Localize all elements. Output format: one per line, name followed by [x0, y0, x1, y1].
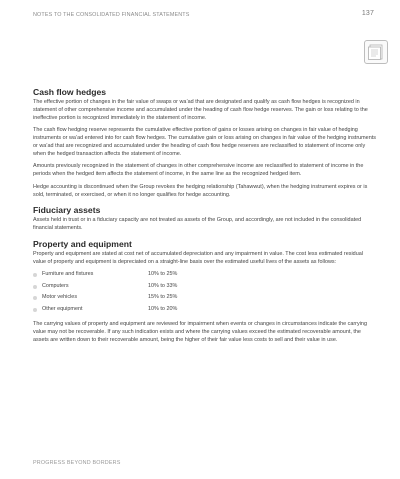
- page-content: [33, 87, 376, 350]
- list-item: [33, 294, 376, 306]
- section-fiduciary-assets: [33, 205, 376, 233]
- section-heading: Fiduciary assets: [33, 205, 101, 216]
- document-stack-icon: [364, 40, 388, 64]
- asset-name: Computers: [42, 282, 69, 289]
- list-item: [33, 306, 376, 318]
- paragraph: The cash flow hedging reserve represents the cumulative effective portion of gains or losses arising on changes in fair value of hedging instruments or wa’ad entered into for cash flow hedges. The cumulative gain or loss arising on changes in fair value of the hedging instruments or wa’ad that are recognized and accumulated under the heading of cash flow hedge reserves are reclassified to statement of income only when the hedged transaction affects the statement of income.: [33, 127, 376, 157]
- page-footer: PROGRESS BEYOND BORDERS: [33, 460, 121, 466]
- asset-name: Furniture and fixtures: [42, 271, 94, 278]
- asset-rate: 15% to 25%: [148, 294, 178, 301]
- paragraph: Amounts previously recognized in the statement of changes in other comprehensive income are reclassified to statement of income in the periods when the hedged item affects the statement of income, in the same line as the recognized hedged item.: [33, 163, 364, 177]
- page-header: [33, 12, 374, 18]
- useful-lives-list: [33, 271, 376, 317]
- paragraph: Property and equipment are stated at cost net of accumulated depreciation and any impairment in value. The cost less estimated residual value of property and equipment is depreciated on a straight-line basis over the estimated useful lives of the assets as follows:: [33, 250, 363, 265]
- paragraph: Assets held in trust or in a fiduciary capacity are not treated as assets of the Group, and accordingly, are not included in the consolidated financial statements.: [33, 217, 362, 231]
- list-item: [33, 283, 376, 295]
- asset-name: Other equipment: [42, 305, 83, 312]
- asset-rate: 10% to 20%: [148, 305, 178, 312]
- bullet-dot-icon: [33, 296, 37, 300]
- paragraph: The carrying values of property and equipment are reviewed for impairment when events or changes in circumstances indicate the carrying value may not be recoverable. If any such indication exists and where the carrying values exceed the estimated recoverable amount, the assets are written down to their recoverable amount, being the higher of their fair value less costs to sell and their value in use.: [33, 321, 367, 343]
- section-cash-flow-hedges: [33, 87, 376, 199]
- header-title: NOTES TO THE CONSOLIDATED FINANCIAL STATEMENTS: [33, 12, 190, 18]
- section-heading: Property and equipment: [33, 238, 132, 249]
- bullet-dot-icon: [33, 273, 37, 277]
- list-item: [33, 271, 376, 283]
- bullet-dot-icon: [33, 308, 37, 312]
- asset-name: Motor vehicles: [42, 294, 78, 301]
- paragraph: Hedge accounting is discontinued when the Group revokes the hedging relationship (Tahawwut), when the hedging instrument expires or is sold, terminated, or exercised, or when it no longer qualifies for hedge accounting.: [33, 183, 368, 198]
- asset-rate: 10% to 33%: [148, 282, 178, 289]
- section-heading: Cash flow hedges: [33, 87, 107, 97]
- bullet-dot-icon: [33, 285, 37, 289]
- asset-rate: 10% to 25%: [148, 271, 178, 278]
- page-number: 137: [361, 10, 374, 17]
- section-property-equipment: [33, 239, 376, 345]
- paragraph: The effective portion of changes in the fair value of swaps or wa’ad that are designated and qualify as cash flow hedges is recognized in statement of other comprehensive income and accumulated under the heading of cash flow hedge reserves. The gain or loss relating to the ineffective portion is recognized immediately in the statement of income.: [33, 99, 368, 121]
